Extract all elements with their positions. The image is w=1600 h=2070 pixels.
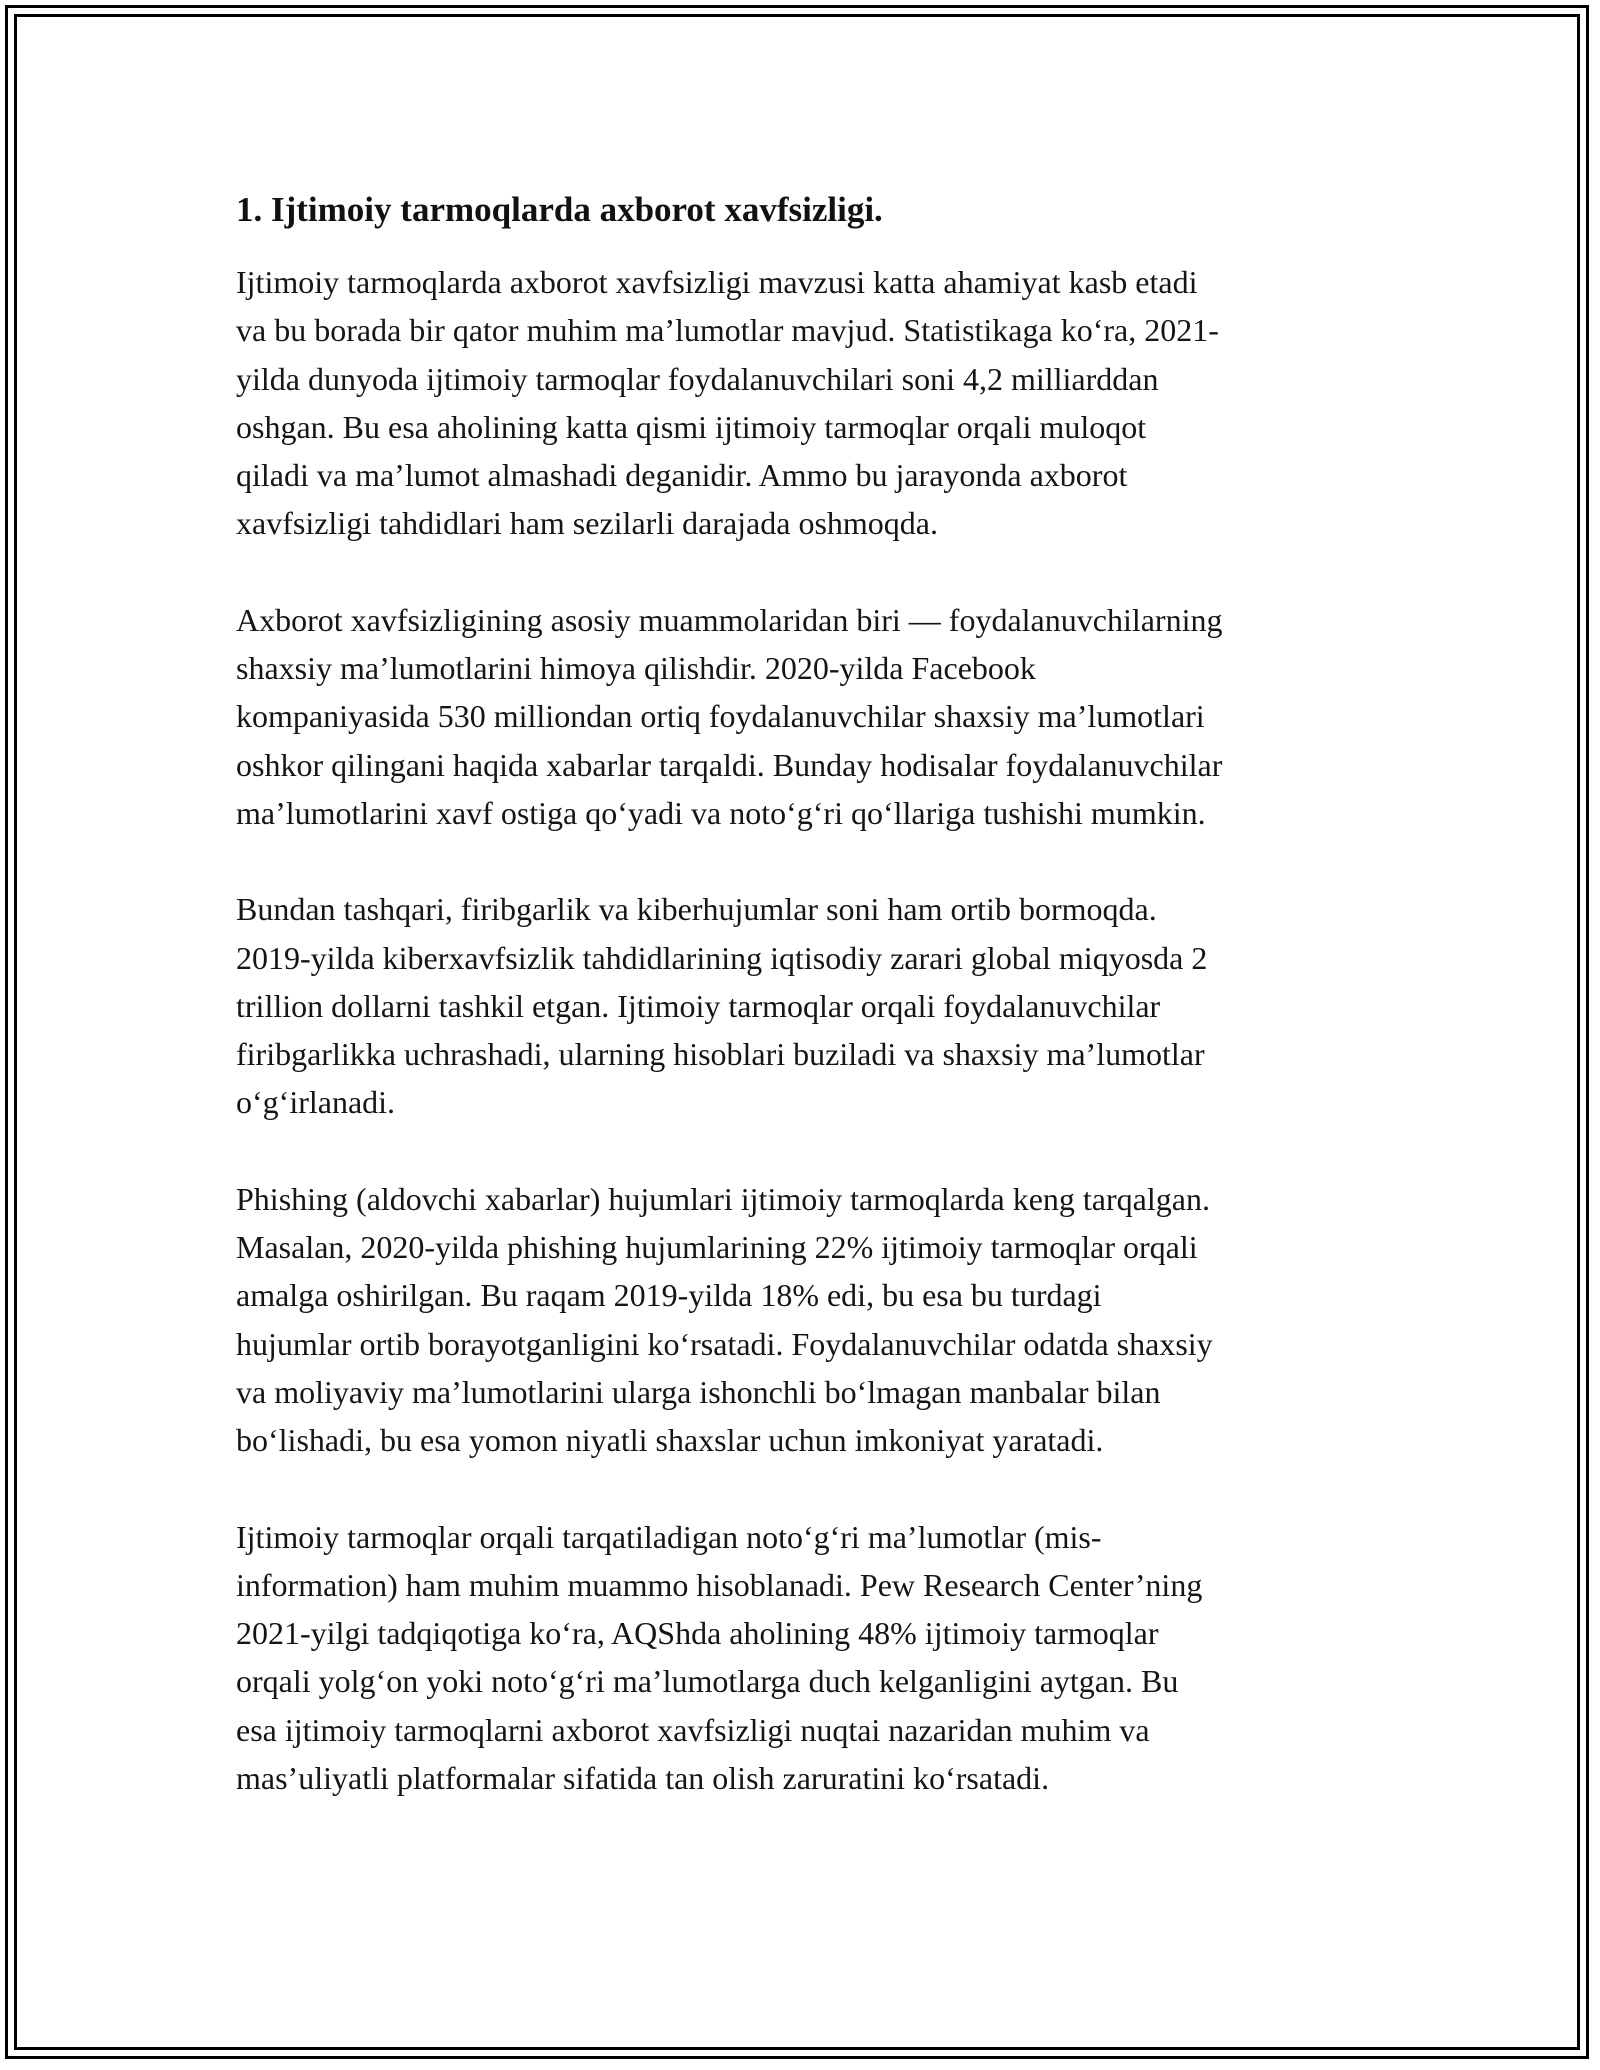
paragraph-line: 2021-yilgi tadqiqotiga ko‘ra, AQShda aholining 48% ijtimoiy tarmoqlar	[236, 1615, 1159, 1652]
paragraph-line: trillion dollarni tashkil etgan. Ijtimoiy tarmoqlar orqali foydalanuvchilar	[236, 987, 1161, 1024]
paragraph-line: Ijtimoiy tarmoqlarda axborot xavfsizligi mavzusi katta ahamiyat kasb etadi	[236, 264, 1198, 300]
paragraph-line: oshkor qilingani haqida xabarlar tarqaldi. Bunday hodisalar foydalanuvchilar	[236, 746, 1223, 783]
paragraph	[236, 885, 1386, 1126]
paragraph-list	[236, 258, 1386, 1802]
paragraph-line: kompaniyasida 530 milliondan ortiq foydalanuvchilar shaxsiy ma’lumotlari	[236, 698, 1205, 735]
paragraph-line: Ijtimoiy tarmoqlar orqali tarqatiladigan noto‘g‘ri ma’lumotlar (mis-	[236, 1518, 1102, 1555]
paragraph-line: 2019-yilda kiberxavfsizlik tahdidlarining iqtisodiy zarari global miqyosda 2	[236, 939, 1208, 976]
paragraph-line: Bundan tashqari, firibgarlik va kiberhujumlar soni ham ortib bormoqda.	[236, 891, 1157, 928]
paragraph-line: bo‘lishadi, bu esa yomon niyatli shaxslar uchun imkoniyat yaratadi.	[236, 1422, 1104, 1459]
paragraph-line: va moliyaviy ma’lumotlarini ularga ishonchli bo‘lmagan manbalar bilan	[236, 1373, 1161, 1410]
paragraph-line: oshgan. Bu esa aholining katta qismi ijtimoiy tarmoqlar orqali muloqot	[236, 408, 1147, 445]
paragraph-line: xavfsizligi tahdidlari ham sezilarli darajada oshmoqda.	[236, 505, 938, 542]
paragraph-line: ma’lumotlarini xavf ostiga qo‘yadi va noto‘g‘ri qo‘llariga tushishi mumkin.	[236, 794, 1206, 831]
section-heading: 1. Ijtimoiy tarmoqlarda axborot xavfsizligi.	[236, 190, 883, 229]
paragraph-line: shaxsiy ma’lumotlarini himoya qilishdir. 2020-yilda Facebook	[236, 650, 1036, 687]
paragraph-line: Axborot xavfsizligining asosiy muammolaridan biri — foydalanuvchilarning	[236, 601, 1223, 638]
paragraph-line: amalga oshirilgan. Bu raqam 2019-yilda 18% edi, bu esa bu turdagi	[236, 1277, 1102, 1314]
document-body	[236, 188, 1386, 1802]
paragraph	[236, 258, 1386, 548]
paragraph-line: hujumlar ortib borayotganligini ko‘rsatadi. Foydalanuvchilar odatda shaxsiy	[236, 1325, 1213, 1362]
paragraph-line: firibgarlikka uchrashadi, ularning hisoblari buziladi va shaxsiy ma’lumotlar	[236, 1036, 1205, 1073]
paragraph-line: mas’uliyatli platformalar sifatida tan olish zaruratini ko‘rsatadi.	[236, 1760, 1050, 1797]
paragraph-line: information) ham muhim muammo hisoblanadi. Pew Research Center’ning	[236, 1566, 1203, 1603]
paragraph	[236, 1513, 1386, 1803]
paragraph-line: orqali yolg‘on yoki noto‘g‘ri ma’lumotlarga duch kelganligini aytgan. Bu	[236, 1663, 1179, 1700]
paragraph-line: o‘g‘irlanadi.	[236, 1084, 396, 1121]
paragraph-line: esa ijtimoiy tarmoqlarni axborot xavfsizligi nuqtai nazaridan muhim va	[236, 1711, 1150, 1748]
paragraph-line: qiladi va ma’lumot almashadi deganidir. Ammo bu jarayonda axborot	[236, 457, 1128, 494]
paragraph-line: Masalan, 2020-yilda phishing hujumlarining 22% ijtimoiy tarmoqlar orqali	[236, 1229, 1198, 1266]
paragraph	[236, 1175, 1386, 1465]
paragraph-line: va bu borada bir qator muhim ma’lumotlar mavjud. Statistikaga ko‘ra, 2021-	[236, 312, 1219, 349]
paragraph-line: Phishing (aldovchi xabarlar) hujumlari ijtimoiy tarmoqlarda keng tarqalgan.	[236, 1180, 1210, 1217]
paragraph-line: yilda dunyoda ijtimoiy tarmoqlar foydalanuvchilari soni 4,2 milliarddan	[236, 360, 1159, 397]
paragraph	[236, 596, 1386, 837]
